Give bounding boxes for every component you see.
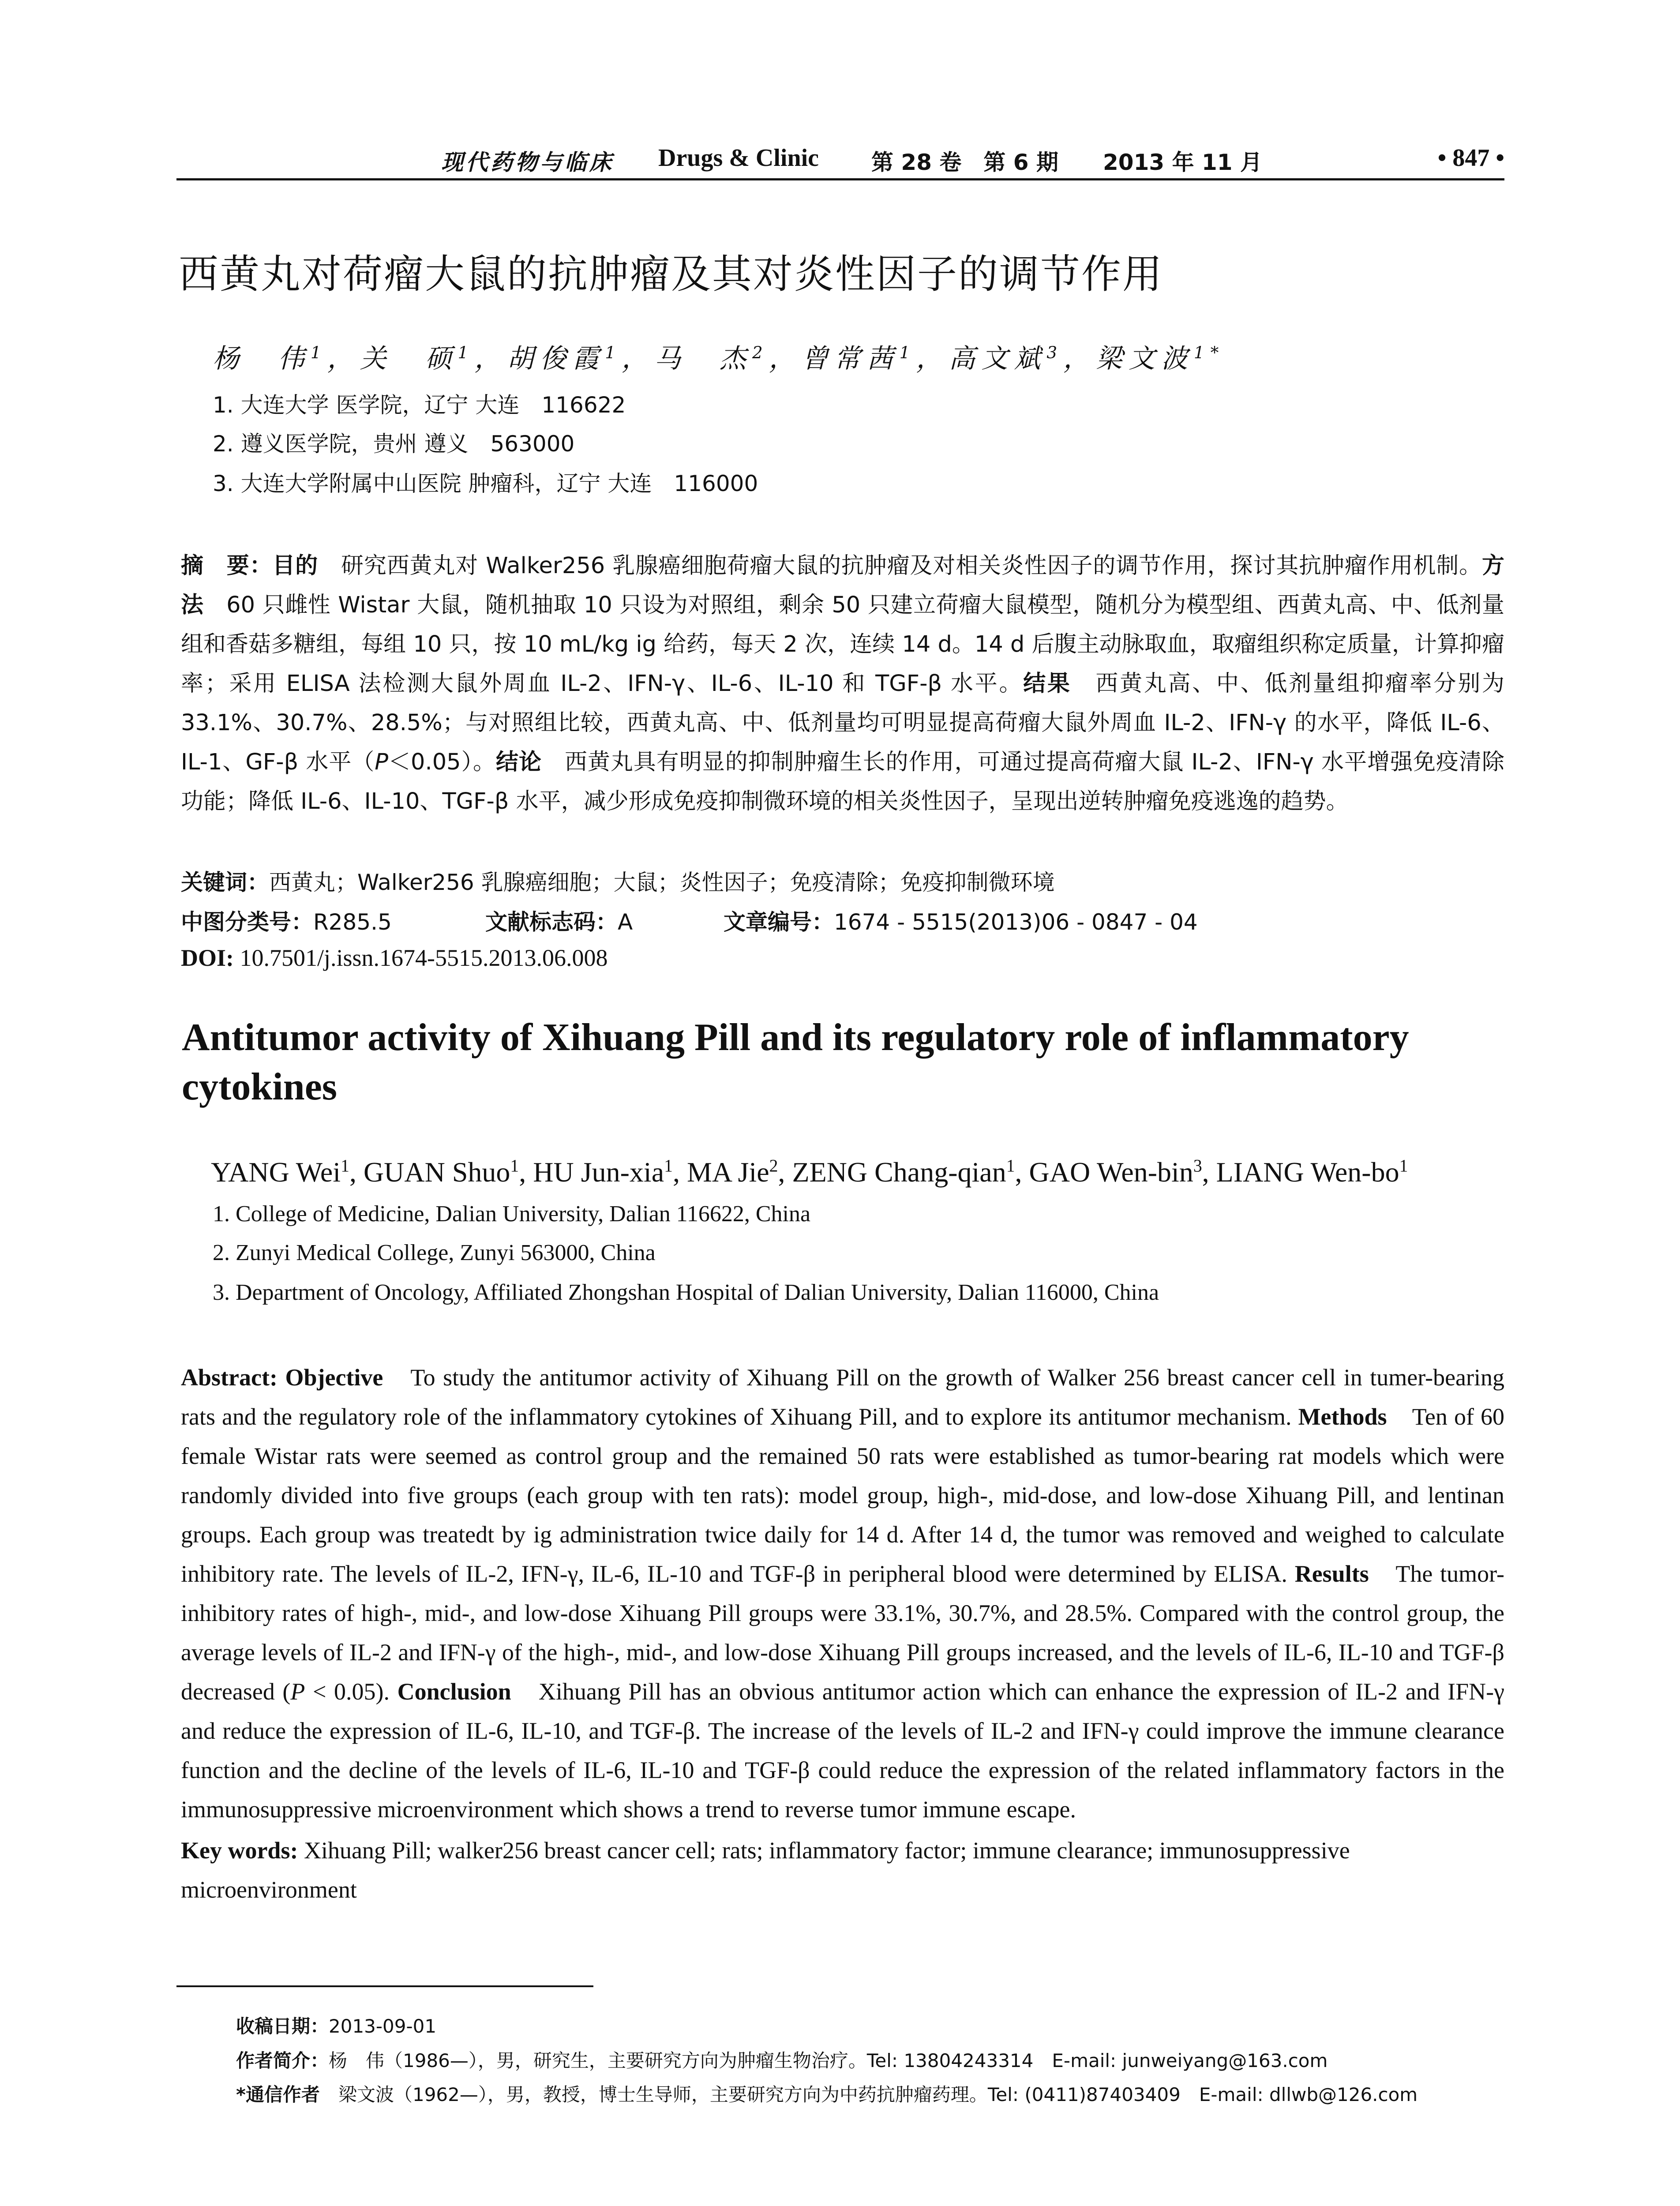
issue-date: 2013 年 11 月: [1103, 150, 1262, 175]
authors-cn: 杨 伟$^1$，关 硕$^1$，胡俊霞$^1$，马 杰$^2$，曾常茜$^1$，高文斌$^3$，梁文波$^{1*}$: [213, 343, 1225, 374]
journal-name-en: Drugs & Clinic: [658, 144, 819, 172]
corresponding-label: *通信作者: [236, 2084, 320, 2105]
objective-label-en: Objective: [285, 1364, 383, 1391]
affiliation-cn-1: 1. 大连大学 医学院，辽宁 大连 116622: [213, 392, 626, 418]
affiliation-en-1: 1. College of Medicine, Dalian University, Dalian 116622, China: [213, 1201, 811, 1227]
doc-code-value: A: [618, 909, 633, 935]
conclusion-label-cn: 结论: [496, 749, 542, 775]
classification-line: [181, 904, 1198, 936]
objective-text-cn: 研究西黄丸对 Walker256 乳腺癌细胞荷瘤大鼠的抗肿瘤及对相关炎性因子的调节作用，探讨其抗肿瘤作用机制。: [318, 553, 1482, 579]
author-en: YANG Wei: [211, 1156, 341, 1188]
results-text-cn: 西黄丸高、中、低剂量组抑瘤率分别为 33.1%、30.7%、28.5%；与对照组比较，西黄丸高、中、低剂量均可明显提高荷瘤大鼠外周血 IL-2、IFN-γ 的水平，降低 IL-6、IL-1、GF-β 水平（: [181, 671, 1504, 775]
author-en: LIANG Wen-bo: [1216, 1156, 1399, 1188]
abstract-label-cn: 摘 要：: [181, 553, 273, 579]
p-symbol: P: [375, 749, 389, 775]
results-label-cn: 结果: [1023, 671, 1072, 697]
author-en: MA Jie: [686, 1156, 769, 1188]
objective-label-cn: 目的: [272, 553, 319, 579]
author-sup: 1: [605, 343, 622, 362]
author-cn: 杨 伟: [213, 343, 311, 374]
footnote-corresponding: [236, 2080, 1418, 2107]
author-sup: 1: [664, 1156, 673, 1176]
author-bio-label: 作者简介：: [236, 2050, 329, 2071]
received-value: 2013-09-01: [329, 2015, 437, 2037]
author-en: ZENG Chang-qian: [792, 1156, 1006, 1188]
author-bio-value: 杨 伟（1986—），男，研究生，主要研究方向为肿瘤生物治疗。Tel: 13804243314 E-mail: junweiyang@163.com: [329, 2050, 1328, 2071]
keywords-label-en: Key words:: [181, 1837, 298, 1864]
author-cn: 关 硕: [360, 343, 458, 374]
objective-text-en: To study the antitumor activity of Xihuang Pill on the growth of Walker 256 breast cancer cell in tumer-bearing rats and the regulatory role of the inflammatory cytokines of Xihuang Pill, and to explore its antitumor mechanism.: [181, 1364, 1505, 1430]
keywords-label-cn: 关键词：: [181, 870, 269, 895]
footnote-author: [236, 2046, 1328, 2073]
article-no-value: 1674 - 5515(2013)06 - 0847 - 04: [834, 909, 1198, 935]
received-label: 收稿日期：: [236, 2015, 329, 2037]
conclusion-text-en: Xihuang Pill has an obvious antitumor action which can enhance the expression of IL-2 and IFN-γ and reduce the expression of IL-6, IL-10, and TGF-β. The increase of the levels of IL-2 and IFN-γ could improve the immune clearance function and the decline of the levels of IL-6, IL-10 and TGF-β could reduce the expression of the related inflammatory factors in the immunosuppressive microenvironment which shows a trend to reverse tumor immune escape.: [181, 1678, 1504, 1823]
results-text-en: The tumor-inhibitory rates of high-, mid-, and low-dose Xihuang Pill groups were 33.1%, 30.7%, and 28.5%. Compared with the control group, the average levels of IL-2 and IFN-γ of the high-, mid-, and low-dose Xihuang Pill groups increased, and the levels of IL-6, IL-10 and TGF-β decreased (: [181, 1561, 1504, 1705]
abstract-label-en: Abstract:: [181, 1364, 278, 1391]
title-cn: 西黄丸对荷瘤大鼠的抗肿瘤及其对炎性因子的调节作用: [179, 251, 1163, 297]
methods-text-en: Ten of 60 female Wistar rats were seemed as control group and the remained 50 rats were established as tumor-bearing rat models which were randomly divided into five groups (each group with ten rats): model group, high-, mid-dose, and low-dose Xihuang Pill, and lentinan groups. Each group was treatedt by ig administration twice daily for 14 d. After 14 d, the tumor was removed and weighed to calculate inhibitory rate. The levels of IL-2, IFN-γ, IL-6, IL-10 and TGF-β in peripheral blood were determined by ELISA.: [181, 1403, 1505, 1587]
doi-line: [181, 944, 608, 972]
abstract-en: [181, 1358, 1504, 1829]
conclusion-label-en: Conclusion: [397, 1678, 511, 1705]
author-sup: 1: [458, 343, 475, 362]
footnote-rule: [176, 1985, 593, 1987]
results-p-value-cn: ＜0.05）。: [388, 749, 496, 775]
volume-issue: 第 28 卷 第 6 期: [871, 150, 1058, 175]
keywords-text-en: Xihuang Pill; walker256 breast cancer cell; rats; inflammatory factor; immune clearance; immunosuppressive microenvironment: [181, 1837, 1350, 1903]
class-value: R285.5: [313, 909, 392, 935]
conclusion-text-cn: 西黄丸具有明显的抑制肿瘤生长的作用，可通过提高荷瘤大鼠 IL-2、IFN-γ 水平增强免疫清除功能；降低 IL-6、IL-10、TGF-β 水平，减少形成免疫抑制微环境的相关炎性因子，呈现出逆转肿瘤免疫逃逸的趋势。: [181, 749, 1504, 814]
results-p-value-en: < 0.05).: [305, 1678, 390, 1705]
author-sup: 2: [752, 343, 769, 362]
affiliation-en-3: 3. Department of Oncology, Affiliated Zhongshan Hospital of Dalian University, Dalian 116000, China: [213, 1280, 1159, 1305]
methods-label-en: Methods: [1298, 1403, 1387, 1430]
author-sup: 1: [341, 1156, 349, 1176]
p-symbol: P: [290, 1678, 305, 1705]
author-sup: 1: [899, 343, 916, 362]
doc-code-label: 文献标志码：: [485, 909, 618, 935]
author-sup: 1: [1006, 1156, 1015, 1176]
affiliation-en-2: 2. Zunyi Medical College, Zunyi 563000, China: [213, 1240, 656, 1265]
author-cn: 胡俊霞: [507, 343, 605, 374]
page-number: • 847 •: [1437, 144, 1504, 172]
author-sup: 3: [1046, 343, 1064, 362]
author-cn: 梁文波: [1096, 343, 1194, 374]
author-sup: 2: [769, 1156, 778, 1176]
header-rule: [176, 178, 1504, 180]
doi-label: DOI:: [181, 945, 234, 971]
article-no-label: 文章编号：: [724, 909, 834, 935]
methods-label-cn: 方法: [181, 553, 1504, 618]
author-en: HU Jun-xia: [533, 1156, 664, 1188]
author-cn: 高文斌: [949, 343, 1047, 374]
author-en: GUAN Shuo: [363, 1156, 510, 1188]
author-sup: 1: [510, 1156, 519, 1176]
author-sup: 1*: [1194, 343, 1225, 362]
abstract-cn: [181, 546, 1504, 821]
author-en: GAO Wen-bin: [1029, 1156, 1193, 1188]
doi-value: 10.7501/j.issn.1674-5515.2013.06.008: [240, 945, 608, 971]
title-en: Antitumor activity of Xihuang Pill and its regulatory role of inflammatory cytokines: [182, 1016, 1409, 1108]
methods-text-cn: 60 只雌性 Wistar 大鼠，随机抽取 10 只设为对照组，剩余 50 只建立荷瘤大鼠模型，随机分为模型组、西黄丸高、中、低剂量组和香菇多糖组，每组 10 只，按 10 mL/kg ig 给药，每天 2 次，连续 14 d。14 d 后腹主动脉取血，取瘤组织称定质量，计算抑瘤率；采用 ELISA 法检测大鼠外周血 IL-2、IFN-γ、IL-6、IL-10 和 TGF-β 水平。: [181, 592, 1504, 697]
keywords-cn: [181, 865, 1055, 897]
results-label-en: Results: [1294, 1561, 1369, 1587]
author-sup: 1: [311, 343, 327, 362]
author-cn: 曾常茜: [801, 343, 900, 374]
author-cn: 马 杰: [654, 343, 753, 374]
keywords-text-cn: 西黄丸；Walker256 乳腺癌细胞；大鼠；炎性因子；免疫清除；免疫抑制微环境: [269, 870, 1055, 895]
journal-name-cn: 现代药物与临床: [441, 149, 614, 175]
affiliation-cn-2: 2. 遵义医学院，贵州 遵义 563000: [213, 431, 575, 457]
footnote-received: [236, 2012, 436, 2038]
corresponding-value: 梁文波（1962—），男，教授，博士生导师，主要研究方向为中药抗肿瘤药理。Tel: (0411)87403409 E-mail: dllwb@126.com: [319, 2084, 1418, 2105]
author-sup: 1: [1399, 1156, 1408, 1176]
affiliation-cn-3: 3. 大连大学附属中山医院 肿瘤科，辽宁 大连 116000: [213, 471, 758, 496]
class-label: 中图分类号：: [181, 909, 313, 935]
keywords-en: [181, 1831, 1504, 1910]
authors-en: YANG Wei$^1$, GUAN Shuo$^1$, HU Jun-xia$^1$, MA Jie$^2$, ZENG Chang-qian$^1$, GAO Wen-bin$^3$, LIANG Wen-$bo^1$: [211, 1156, 1408, 1188]
running-header: [176, 140, 1504, 176]
author-sup: 3: [1193, 1156, 1202, 1176]
